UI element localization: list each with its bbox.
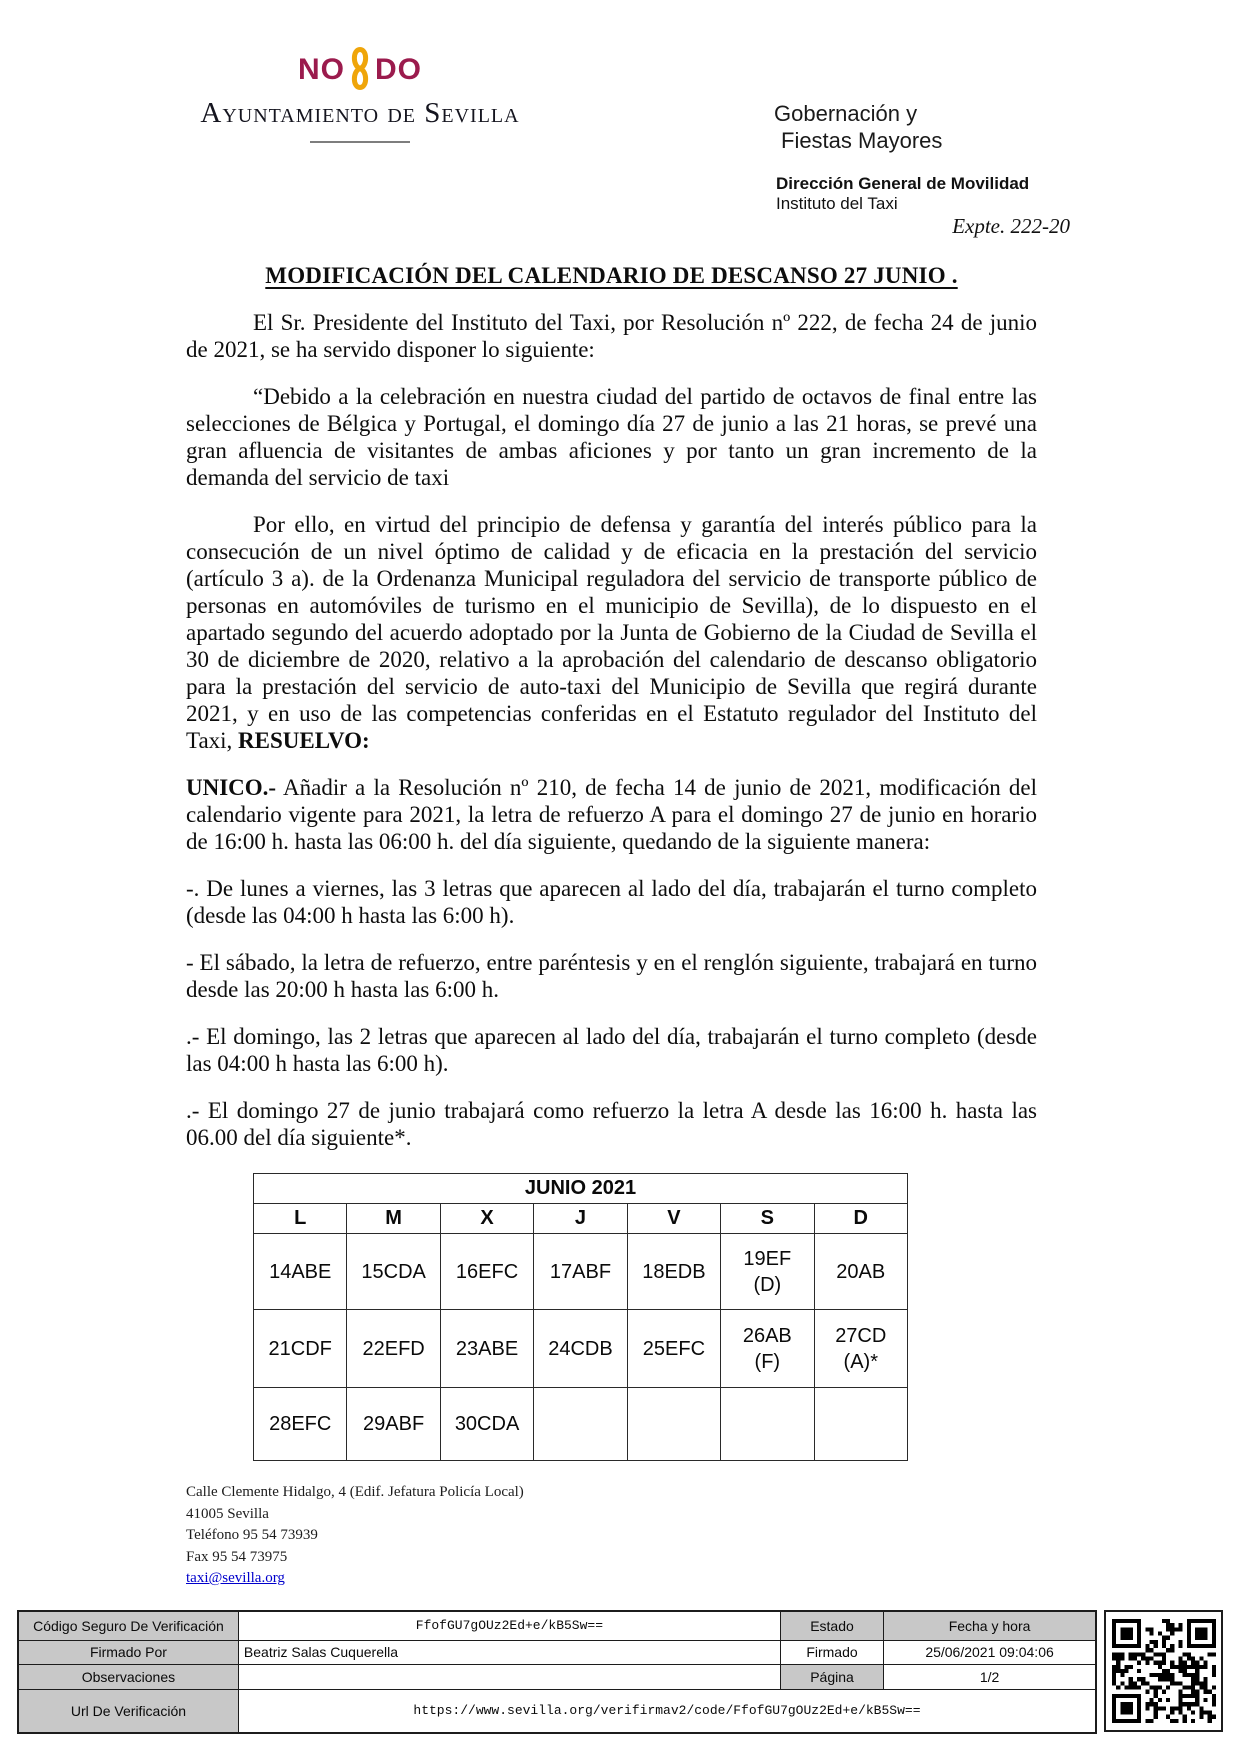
calendar-day-cell — [814, 1388, 907, 1461]
calendar-day-cell: 23ABE — [440, 1310, 533, 1388]
contact-address: Calle Clemente Hidalgo, 4 (Edif. Jefatura Policía Local) — [186, 1484, 524, 1500]
pagina-label: Página — [780, 1664, 883, 1689]
calendar-day-cell — [721, 1388, 814, 1461]
qr-code — [1104, 1610, 1223, 1732]
url-value: https://www.sevilla.org/verifirmav2/code/FfofGU7gOUz2Ed+e/kB5Sw== — [238, 1689, 1096, 1733]
logo-text-no: NO — [298, 53, 345, 86]
calendar-day-cell: 18EDB — [627, 1234, 720, 1310]
observaciones-value — [238, 1664, 780, 1689]
calendar-title: JUNIO 2021 — [254, 1174, 908, 1204]
paragraph-rule-saturday: - El sábado, la letra de refuerzo, entre paréntesis y en el renglón siguiente, trabajará en turno desde las 20:00 h hasta las 6:00 h. — [186, 950, 1037, 1002]
contact-phone: Teléfono 95 54 73939 — [186, 1527, 318, 1543]
calendar-day-cell: 21CDF — [254, 1310, 347, 1388]
contact-block — [186, 1482, 1037, 1590]
direccion-general: Dirección General de Movilidad — [776, 174, 1030, 193]
calendar-weekday: S — [721, 1204, 814, 1234]
calendar-week-row — [254, 1388, 908, 1461]
calendar-day-cell: 20AB — [814, 1234, 907, 1310]
calendar-body — [254, 1234, 908, 1461]
estado-label: Estado — [780, 1611, 883, 1640]
department-line2: Fiestas Mayores — [781, 128, 943, 153]
calendar-week-row — [254, 1234, 908, 1310]
pagina-value: 1/2 — [884, 1664, 1096, 1689]
csv-label: Código Seguro De Verificación — [18, 1611, 238, 1640]
csv-value: FfofGU7gOUz2Ed+e/kB5Sw== — [238, 1611, 780, 1640]
calendar-week-row — [254, 1310, 908, 1388]
unico-keyword: UNICO.- — [186, 775, 277, 800]
expediente-number: Expte. 222-20 — [952, 214, 1070, 238]
calendar-day-cell: 16EFC — [440, 1234, 533, 1310]
calendar-day-cell: 29ABF — [347, 1388, 440, 1461]
paragraph-rule-sunday: .- El domingo, las 2 letras que aparecen al lado del día, trabajarán el turno completo (desde las 04:00 h hasta las 6:00 h). — [186, 1024, 1037, 1076]
instituto-del-taxi: Instituto del Taxi — [776, 194, 898, 213]
url-label: Url De Verificación — [18, 1689, 238, 1733]
calendar-weekday: L — [254, 1204, 347, 1234]
calendar-day-cell: 24CDB — [534, 1310, 627, 1388]
calendar-weekday: V — [627, 1204, 720, 1234]
resuelvo-keyword: RESUELVO: — [238, 728, 370, 753]
firmado-por-label: Firmado Por — [18, 1640, 238, 1664]
observaciones-label: Observaciones — [18, 1664, 238, 1689]
calendar-day-cell: 19EF (D) — [721, 1234, 814, 1310]
calendar-day-cell — [627, 1388, 720, 1461]
calendar-day-cell: 30CDA — [440, 1388, 533, 1461]
contact-postal: 41005 Sevilla — [186, 1505, 269, 1522]
fecha-value: 25/06/2021 09:04:06 — [884, 1640, 1096, 1664]
paragraph-3: Por ello, en virtud del principio de defensa y garantía del interés público para la consecución de un nivel óptimo de calidad y de eficacia en la prestación del servicio (artículo 3 a). de la Ordenanza Municipal reguladora del servicio de transporte público de personas en automóviles de turismo en el municipio de Sevilla), de lo dispuesto en el apartado segundo del acuerdo adoptado por la Junta de Gobierno de la Ciudad de Sevilla el 30 de diciembre de 2020, relativo a la aprobación del calendario de descanso obligatorio para la prestación del servicio de auto-taxi del Municipio de Sevilla que regirá durante 2021, y en uso de las competencias conferidas en el Estatuto regulador del Instituto del Taxi, RESUELVO: — [186, 512, 1037, 753]
firmado-por-value: Beatriz Salas Cuquerella — [238, 1640, 780, 1664]
org-name: Ayuntamiento de Sevilla — [200, 97, 520, 129]
department-line1: Gobernación y — [774, 101, 918, 126]
calendar-day-cell — [534, 1388, 627, 1461]
calendar-day-cell: 15CDA — [347, 1234, 440, 1310]
verification-table — [17, 1610, 1097, 1734]
calendar-weekday: M — [347, 1204, 440, 1234]
verification-strip — [17, 1610, 1223, 1734]
calendar-weekday: D — [814, 1204, 907, 1234]
document-title: MODIFICACIÓN DEL CALENDARIO DE DESCANSO 27 JUNIO . — [265, 263, 958, 288]
contact-email-link[interactable]: taxi@sevilla.org — [186, 1570, 285, 1586]
paragraph-rule-june27: .- El domingo 27 de junio trabajará como refuerzo la letra A desde las 16:00 h. hasta las 06.00 del día siguiente*. — [186, 1098, 1037, 1150]
calendar-day-cell: 25EFC — [627, 1310, 720, 1388]
calendar-header-row — [254, 1204, 908, 1234]
calendar-wrapper — [253, 1173, 1037, 1461]
calendar-day-cell: 26AB (F) — [721, 1310, 814, 1388]
calendar-day-cell: 28EFC — [254, 1388, 347, 1461]
paragraph-1: El Sr. Presidente del Instituto del Taxi, por Resolución nº 222, de fecha 24 de junio de 2021, se ha servido disponer lo siguiente: — [186, 310, 1037, 362]
calendar-day-cell: 22EFD — [347, 1310, 440, 1388]
paragraph-2: “Debido a la celebración en nuestra ciudad del partido de octavos de final entre las selecciones de Bélgica y Portugal, el domingo día 27 de junio a las 21 horas, se prevé una gran afluencia de visitantes de ambas aficiones y por tanto un gran incremento de la demanda del servicio de taxi — [186, 384, 1037, 490]
paragraph-rule-weekdays: -. De lunes a viernes, las 3 letras que aparecen al lado del día, trabajarán el turno completo (desde las 04:00 h hasta las 6:00 h). — [186, 876, 1037, 928]
contact-fax: Fax 95 54 73975 — [186, 1548, 288, 1565]
logo-text-do: DO — [375, 53, 422, 86]
document-content — [186, 0, 1037, 1590]
fecha-label: Fecha y hora — [884, 1611, 1096, 1640]
estado-value: Firmado — [780, 1640, 883, 1664]
june-calendar-table — [253, 1173, 908, 1461]
calendar-day-cell: 17ABF — [534, 1234, 627, 1310]
calendar-weekday: X — [440, 1204, 533, 1234]
paragraph-unico: UNICO.- Añadir a la Resolución nº 210, de fecha 14 de junio de 2021, modificación del calendario vigente para 2021, la letra de refuerzo A para el domingo 27 de junio en horario de 16:00 h. hasta las 06:00 h. del día siguiente, quedando de la siguiente manera: — [186, 775, 1037, 854]
calendar-day-cell: 27CD (A)* — [814, 1310, 907, 1388]
calendar-day-cell: 14ABE — [254, 1234, 347, 1310]
calendar-weekday: J — [534, 1204, 627, 1234]
